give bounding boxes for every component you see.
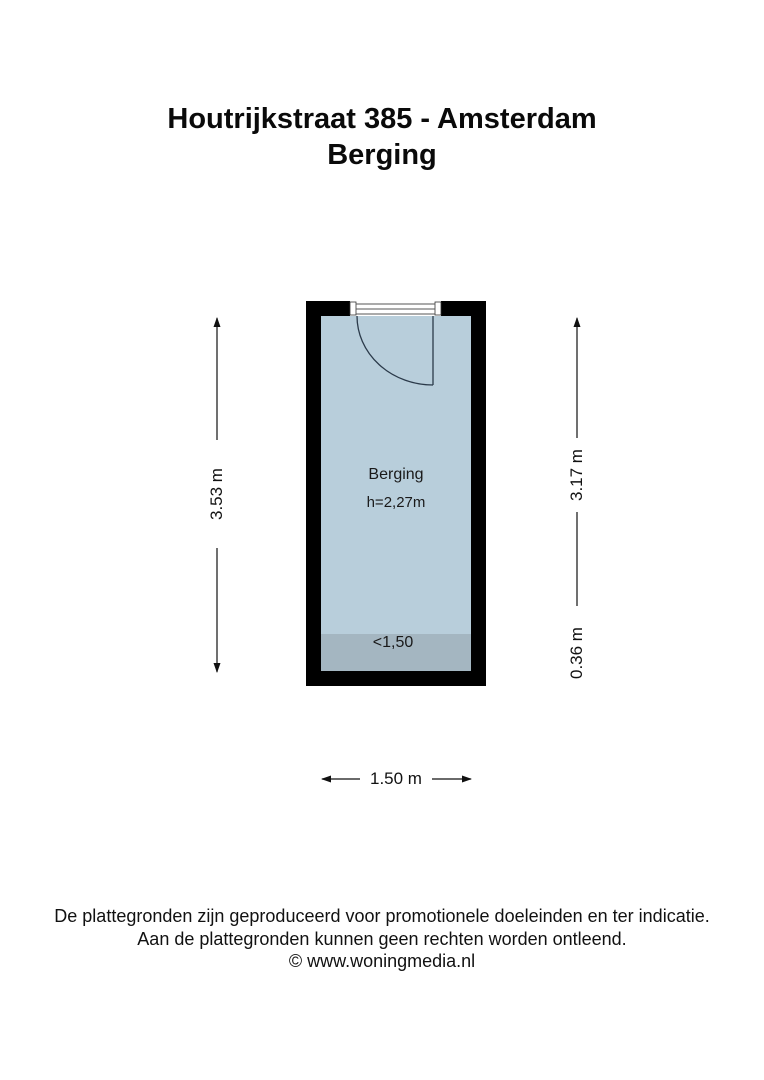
page-title: Houtrijkstraat 385 - Amsterdam bbox=[167, 103, 597, 135]
floor-title: Berging bbox=[327, 139, 437, 171]
dimension-right-lower-label: 0.36 m bbox=[567, 627, 586, 679]
dimension-right-upper-label: 3.17 m bbox=[567, 449, 586, 501]
dimension-width-label: 1.50 m bbox=[370, 769, 422, 788]
low-ceiling-label: <1,50 bbox=[372, 634, 414, 651]
copyright-line: © www.woningmedia.nl bbox=[288, 951, 476, 971]
room-height: h=2,27m bbox=[366, 494, 426, 511]
disclaimer-line-1: De plattegronden zijn geproduceerd voor promotionele doeleinden en ter indicatie. bbox=[54, 906, 710, 926]
room-name: Berging bbox=[368, 466, 424, 483]
disclaimer-line-2: Aan de plattegronden kunnen geen rechten worden ontleend. bbox=[137, 929, 627, 949]
dimension-left-label: 3.53 m bbox=[207, 468, 226, 520]
